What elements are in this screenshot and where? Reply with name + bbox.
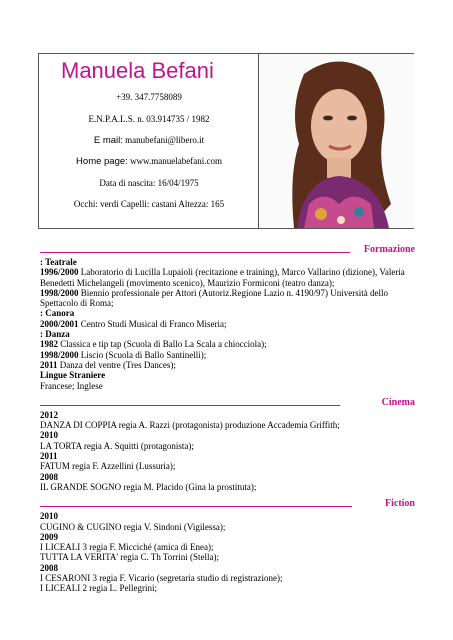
cv-line-text: 2008 bbox=[40, 471, 58, 482]
cv-line bbox=[40, 522, 415, 532]
section-formazione-body bbox=[40, 257, 415, 391]
cv-line bbox=[40, 298, 415, 308]
birth-date: Data di nascita: 16/04/1975 bbox=[99, 178, 199, 188]
cv-line-text: Spettacolo di Roma; bbox=[40, 298, 114, 309]
cv-line bbox=[40, 308, 415, 318]
cv-content bbox=[40, 240, 415, 594]
homepage-row bbox=[39, 156, 259, 167]
cv-line bbox=[40, 319, 415, 329]
cv-line-text: DANZA DI COPPIA regia A. Razzi (protagonista) produzione Accademia Griffith; bbox=[40, 420, 340, 431]
portrait-icon bbox=[259, 54, 414, 228]
cv-line-year: 1996/2000 bbox=[40, 267, 79, 278]
cv-line bbox=[40, 552, 415, 562]
cv-line bbox=[40, 430, 415, 440]
section-fiction-body bbox=[40, 511, 415, 593]
section-cinema-body bbox=[40, 410, 415, 492]
cv-line-year: 2000/2001 bbox=[40, 318, 79, 329]
cv-line bbox=[40, 563, 415, 573]
cv-line-text: 2008 bbox=[40, 562, 58, 573]
cv-line bbox=[40, 511, 415, 521]
cv-line bbox=[40, 441, 415, 451]
cv-line-year: 1982 bbox=[40, 339, 58, 350]
section-cinema-title: Cinema bbox=[381, 396, 415, 408]
homepage-value[interactable]: www.manuelabefani.com bbox=[130, 156, 222, 166]
section-fiction-header bbox=[40, 494, 415, 510]
homepage-label: Home page: bbox=[76, 156, 128, 167]
cv-line-year: 1998/2000 bbox=[40, 287, 79, 298]
cv-line bbox=[40, 381, 415, 391]
section-cinema-header bbox=[40, 393, 415, 409]
cv-line-text: Benedetti Michelangeli (movimento scenico), Maurizio Formiconi (teatro danza); bbox=[40, 277, 335, 288]
cv-line-text: 2010 bbox=[40, 430, 58, 441]
section-formazione-title: Formazione bbox=[363, 243, 415, 255]
cv-line bbox=[40, 278, 415, 288]
cv-line bbox=[40, 350, 415, 360]
cv-line bbox=[40, 583, 415, 593]
cv-line-text: 2009 bbox=[40, 531, 58, 542]
cv-line-text: LA TORTA regia A. Squitti (protagonista); bbox=[40, 440, 194, 451]
cv-line-text: I CESARONI 3 regia F. Vicario (segretaria studio di registrazione); bbox=[40, 573, 283, 584]
cv-line-text: : Teatrale bbox=[40, 257, 77, 267]
cv-line-text: 2012 bbox=[40, 409, 58, 420]
profile-info bbox=[39, 54, 259, 228]
cv-line-text: Lingue Straniere bbox=[40, 370, 106, 381]
cv-line-text: TUTTA LA VERITA' regia C. Th Torrini (Stella); bbox=[40, 552, 220, 563]
cv-line bbox=[40, 451, 415, 461]
section-formazione-header bbox=[40, 240, 415, 256]
cv-line-text: Liscio (Scuola di Ballo Santinelli); bbox=[78, 349, 207, 360]
cv-line bbox=[40, 329, 415, 339]
section-divider bbox=[40, 405, 340, 406]
cv-line-text: I LICEALI 3 regia F. Micciché (amica di Enea); bbox=[40, 542, 214, 553]
cv-line bbox=[40, 482, 415, 492]
cv-line bbox=[40, 410, 415, 420]
profile-card bbox=[38, 53, 414, 229]
cv-line-text: IL GRANDE SOGNO regia M. Placido (Gina la prostituta); bbox=[40, 481, 257, 492]
cv-line-text: 2010 bbox=[40, 511, 58, 522]
cv-line bbox=[40, 339, 415, 349]
physical-traits: Occhi: verdi Capelli: castani Altezza: 165 bbox=[73, 199, 225, 209]
cv-line-text: CUGINO & CUGINO regia V. Sindoni (Vigilessa); bbox=[40, 521, 226, 532]
cv-line bbox=[40, 420, 415, 430]
cv-line bbox=[40, 461, 415, 471]
section-fiction-title: Fiction bbox=[385, 497, 415, 509]
cv-line bbox=[40, 370, 415, 380]
email-label: E mail: bbox=[93, 135, 123, 146]
cv-line-year: 1998/2000 bbox=[40, 349, 79, 360]
profile-name: Manuela Befani bbox=[61, 58, 214, 83]
cv-line-year: 2011 bbox=[40, 359, 58, 370]
cv-line bbox=[40, 573, 415, 583]
email-value[interactable]: manubefani@libero.it bbox=[125, 135, 205, 145]
cv-line bbox=[40, 360, 415, 370]
portrait-photo bbox=[259, 54, 414, 228]
cv-line-text: Danza del ventre (Tres Dances); bbox=[57, 359, 176, 370]
cv-line bbox=[40, 532, 415, 542]
cv-line bbox=[40, 288, 415, 298]
cv-line-text: 2011 bbox=[40, 451, 58, 462]
cv-line-text: : Canora bbox=[40, 308, 75, 319]
cv-line bbox=[40, 267, 415, 277]
phone: +39. 347.7758089 bbox=[116, 92, 182, 102]
section-divider bbox=[40, 506, 352, 507]
cv-line bbox=[40, 472, 415, 482]
cv-line-text: FATUM regia F. Azzellini (Lussuria); bbox=[40, 461, 176, 472]
cv-line-text: I LICEALI 2 regia L. Pellegrini; bbox=[40, 583, 157, 594]
cv-line bbox=[40, 257, 415, 267]
cv-line-text: Centro Studi Musical di Franco Miseria; bbox=[78, 318, 227, 329]
cv-line-text: Francese; Inglese bbox=[40, 380, 103, 391]
cv-line bbox=[40, 542, 415, 552]
cv-line-text: Biennio professionale per Attori (Autoriz.Regione Lazio n. 4190/97) Università dello bbox=[78, 287, 388, 298]
cv-line-text: Classica e tip tap (Scuola di Ballo La Scala a chiocciola); bbox=[58, 339, 267, 350]
cv-line-text: : Danza bbox=[40, 329, 70, 340]
email-row bbox=[39, 135, 259, 146]
section-divider bbox=[40, 252, 350, 253]
cv-line-text: Laboratorio di Lucilla Lupaioli (recitazione e training), Marco Vallarino (dizione), Valeria bbox=[78, 267, 405, 278]
enpals: E.N.P.A.L.S. n. 03.914735 / 1982 bbox=[88, 114, 210, 124]
